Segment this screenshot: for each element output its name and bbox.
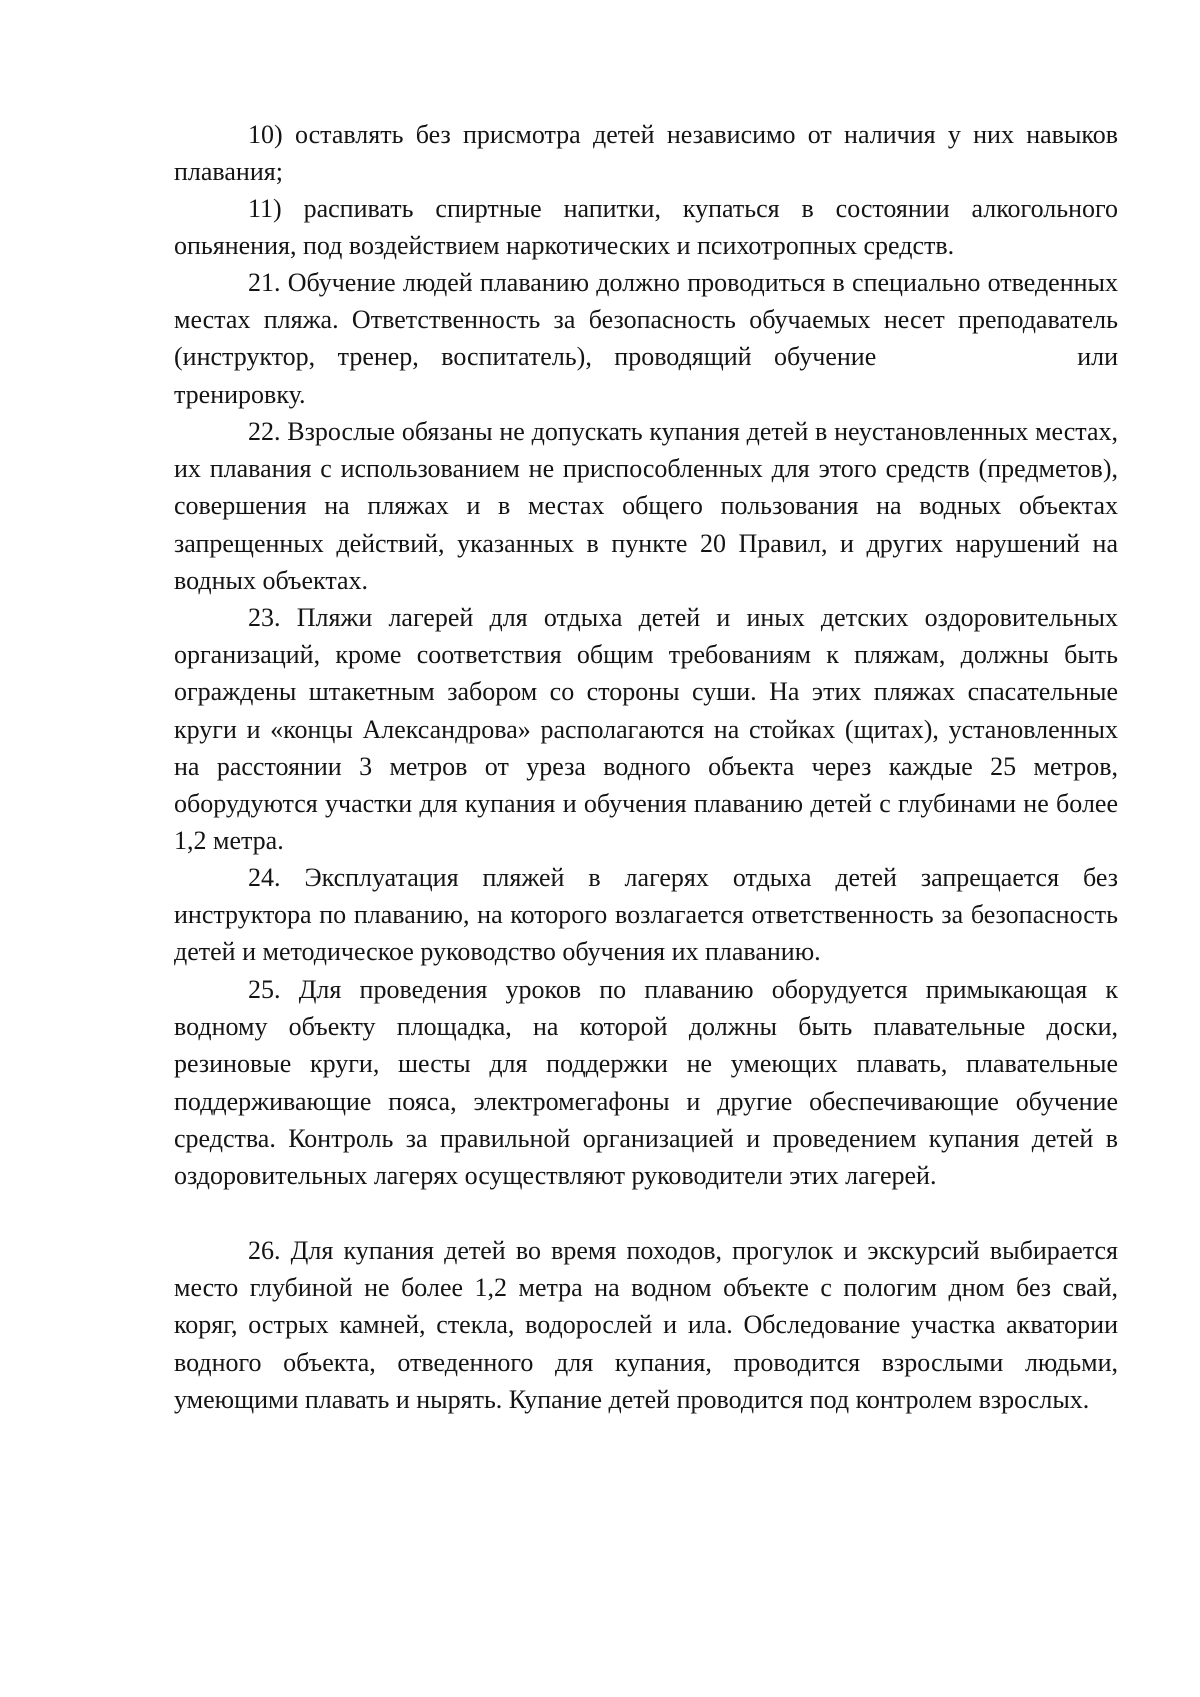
clause-text: оставлять без присмотра детей независимо от наличия у них навыков плавания;: [174, 120, 1118, 187]
paragraph-clause-21: [174, 264, 1118, 413]
clause-text: Для купания детей во время походов, прогулок и экскурсий выбирается место глубиной не более 1,2 метра на водном объекте с пологим дном без свай, коряг, острых камней, стекла, водорослей и ила. Обследование участка акватории водного объекта, отведенного для купания, проводится взрослыми людьми, умеющими плавать и нырять. Купание детей проводится под контролем взрослых.: [174, 1236, 1119, 1414]
clause-number: 22.: [248, 417, 281, 446]
clause-number: 26.: [248, 1236, 281, 1265]
clause-number: 23.: [248, 603, 281, 632]
clause-text: Взрослые обязаны не допускать купания детей в неустановленных местах, их плавания с использованием не приспособленных для этого средств (предметов), совершения на пляжах и в местах общего пользования на водных объектах запрещенных действий, указанных в пункте 20 Правил, и других нарушений на водных объектах.: [174, 417, 1118, 595]
paragraph-clause-24: [174, 859, 1118, 971]
clause-text: Обучение людей плаванию должно проводиться в специально отведенных местах пляжа. Ответственность за безопасность обучаемых несет преподаватель (инструктор, тренер, воспитатель), проводящий обучение или тренировку.: [174, 268, 1119, 409]
paragraph-clause-11: [174, 190, 1118, 264]
clause-number: 11): [248, 194, 282, 223]
paragraph-clause-25: [174, 971, 1118, 1194]
clause-number: 21.: [248, 268, 281, 297]
paragraph-clause-22: [174, 413, 1118, 599]
paragraph-clause-26: [174, 1232, 1118, 1418]
clause-text: Для проведения уроков по плаванию оборудуется примыкающая к водному объекту площадка, на которой должны быть плавательные доски, резиновые круги, шесты для поддержки не умеющих плавать, плавательные поддерживающие пояса, электромегафоны и другие обеспечивающие обучение средства. Контроль за правильной организацией и проведением купания детей в оздоровительных лагерях осуществляют руководители этих лагерей.: [174, 975, 1119, 1191]
clause-number: 10): [248, 120, 283, 149]
clause-text: распивать спиртные напитки, купаться в состоянии алкогольного опьянения, под воздействием наркотических и психотропных средств.: [174, 194, 1118, 261]
clause-number: 24.: [248, 863, 281, 892]
paragraph-clause-10: [174, 116, 1118, 190]
clause-number: 25.: [248, 975, 281, 1004]
paragraph-clause-23: [174, 599, 1118, 859]
clause-text: Эксплуатация пляжей в лагерях отдыха детей запрещается без инструктора по плаванию, на которого возлагается ответственность за безопасность детей и методическое руководство обучения их плаванию.: [174, 863, 1118, 967]
clause-text: Пляжи лагерей для отдыха детей и иных детских оздоровительных организаций, кроме соответствия общим требованиям к пляжам, должны быть ограждены штакетным забором со стороны суши. На этих пляжах спасательные круги и «концы Александрова» располагаются на стойках (щитах), установленных на расстоянии 3 метров от уреза водного объекта через каждые 25 метров, оборудуются участки для купания и обучения плаванию детей с глубинами не более 1,2 метра.: [174, 603, 1118, 856]
